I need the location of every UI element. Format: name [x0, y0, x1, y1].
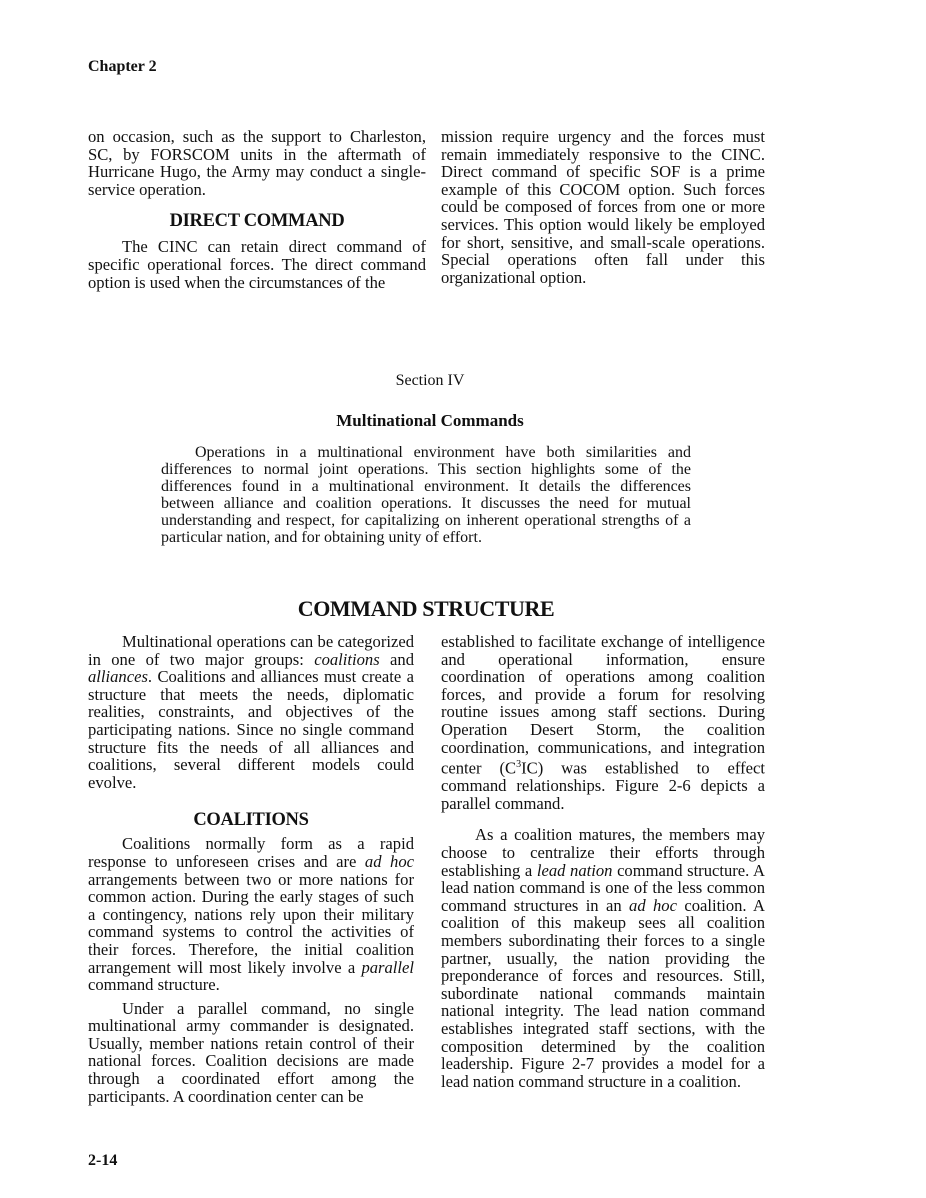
paragraph: mission require urgency and the forces must remain immediately responsive to the CINC. Direct command of specific SOF is a prime example of this COCOM option. Such forces could be composed of forces from one or more services. This option would likely be employed for short, sensitive, and small-scale operations. Special operations often fall under this organizational option. [441, 127, 765, 287]
section-intro [161, 444, 691, 546]
top-left-column [88, 128, 426, 291]
section-label: Section IV [395, 372, 465, 389]
paragraph: Operations in a multinational environment have both similarities and differences to normal joint operations. This section highlights some of the differences found in a multinational environment. It details the differences between alliance and coalition operations. It discusses the need for mutual understanding and respect, for capitalizing on inherent operational strengths of a particular nation, and for obtaining unity of effort. [161, 444, 691, 546]
paragraph: established to facilitate exchange of intelligence and operational information, ensure coordination of operations among coalition forces, and provide a forum for resolving routine issues among staff sections. During Operation Desert Storm, the coalition coordination, communications, and integration center $(C^3IC)$ was established to effect command relationships. Figure 2-6 depicts a parallel command. [441, 632, 765, 813]
command-structure-heading: COMMAND STRUCTURE [297, 596, 555, 621]
direct-command-heading: DIRECT COMMAND [169, 211, 345, 232]
chapter-header: Chapter 2 [88, 58, 157, 75]
coalitions-heading: COALITIONS [193, 810, 309, 831]
paragraph: The CINC can retain direct command of specific operational forces. The direct command option is used when the circumstances of the [88, 237, 426, 292]
paragraph: Coalitions normally form as a rapid response to unforeseen crises and are ad hoc arrangements between two or more nations for common action. During the early stages of such a contingency, nations rely upon their military command systems to control the activities of their forces. Therefore, the initial coalition arrangement will most likely involve a parallel command structure. [88, 834, 415, 995]
page-number: 2-14 [88, 1152, 118, 1169]
paragraph: Multinational operations can be categorized in one of two major groups: coalitions and alliances. Coalitions and alliances must create a structure that meets the needs, diplomatic realities, constraints, and objectives of the participating nations. Since no single command structure fits the needs of all alliances and coalitions, several different models could evolve. [88, 632, 414, 792]
paragraph: As a coalition matures, the members may choose to centralize their efforts through establishing a lead nation command structure. A lead nation command is one of the less common command structures in an ad hoc coalition. A coalition of this makeup sees all coalition members subordinating their forces to a single partner, usually, the nation providing the preponderance of forces and resources. Still, subordinate national commands maintain national integrity. The lead nation command establishes integrated staff sections, with the composition determined by the coalition leadership. Figure 2-7 provides a model for a lead nation command structure in a coalition. [441, 825, 765, 1091]
section-title: Multinational Commands [336, 411, 524, 430]
bottom-right-column [441, 633, 765, 1090]
paragraph: Under a parallel command, no single multinational army commander is designated. Usually, member nations retain control of their national forces. Coalition decisions are made through a coordinated effort among the participants. A coordination center can be [88, 998, 414, 1106]
top-right-column [441, 128, 765, 286]
bottom-left-column [88, 633, 414, 1105]
paragraph: on occasion, such as the support to Charleston, SC, by FORSCOM units in the aftermath of Hurricane Hugo, the Army may conduct a single-service operation. [88, 127, 426, 199]
